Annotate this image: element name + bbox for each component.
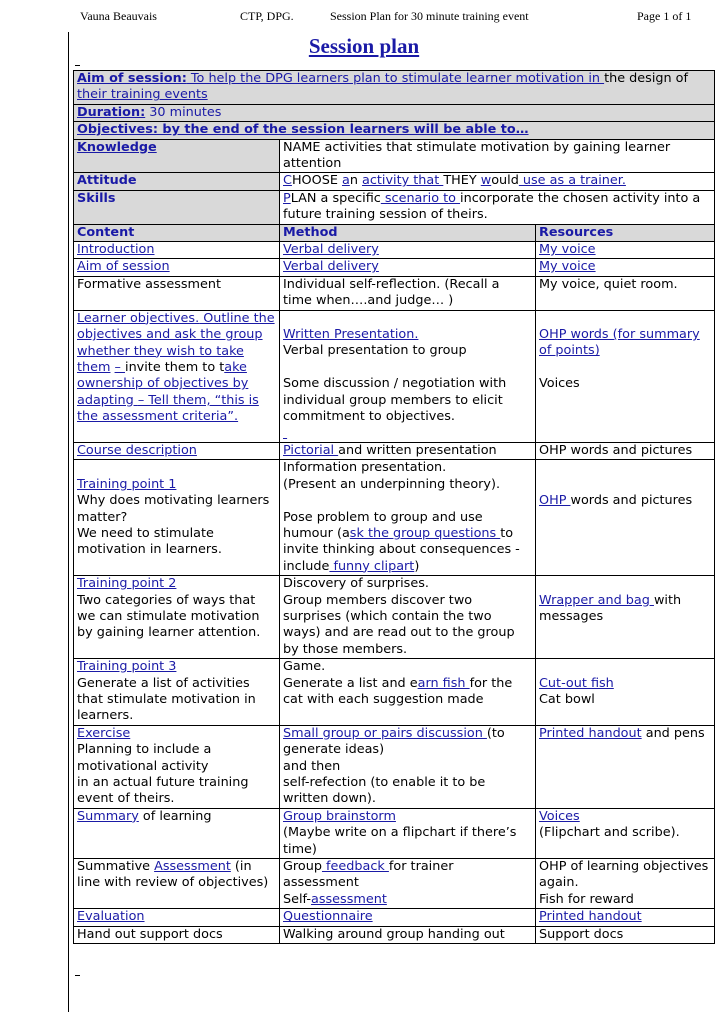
table-row (74, 259, 715, 276)
link-aim-of-session[interactable]: Aim of session (77, 259, 170, 275)
link-training-point-1[interactable]: Training point 1 (77, 476, 177, 492)
aim-text-a: To help the DPG learners plan to stimulate learner motivation in (186, 71, 605, 86)
exercise-method: Small group or pairs discussion (to generate ideas) and then self-refection (to enable it to be written down). (280, 725, 536, 808)
link-small-group-discussion[interactable]: Small group or pairs discussion (283, 725, 487, 741)
training-point-2-content: Training point 2 Two categories of ways that we can stimulate motivation by gaining learner attention. (74, 576, 280, 659)
knowledge-row (74, 139, 715, 173)
handout-resources: Support docs (536, 926, 715, 943)
summary-resources: Voices (Flipchart and scribe). (536, 808, 715, 858)
page-title: Session plan (308, 34, 420, 58)
table-row (74, 276, 715, 310)
objectives-label: Objectives: by the end of the session learners will be able to… (77, 122, 529, 138)
link-ohp-words[interactable]: OHP words (for summary of points) (539, 327, 700, 359)
link-my-voice[interactable]: My voice (539, 242, 596, 258)
column-header-resources: Resources (539, 224, 614, 240)
table-row (74, 659, 715, 726)
duration-value: 30 minutes (145, 104, 222, 120)
column-header-content: Content (77, 224, 135, 240)
attitude-label: Attitude (77, 173, 137, 189)
attitude-row (74, 173, 715, 190)
summary-method: Group brainstorm (Maybe write on a flipchart if there’s time) (280, 808, 536, 858)
training-point-3-resources: Cut-out fish Cat bowl (536, 659, 715, 726)
session-plan-table (73, 70, 715, 944)
table-row (74, 310, 715, 442)
course-resources: OHP words and pictures (536, 442, 715, 459)
table-row (74, 460, 715, 576)
summative-resources: OHP of learning objectives again. Fish for reward (536, 859, 715, 909)
training-point-1-method: Information presentation. (Present an underpinning theory). Pose problem to group and use humour (ask the group questions to invite thinking about consequences - include funny clipart) (280, 460, 536, 576)
table-row (74, 576, 715, 659)
attitude-text: CHOOSE an activity that THEY would use as a trainer. (280, 173, 715, 190)
duration-row (74, 104, 715, 121)
margin-line (68, 32, 69, 1012)
formative-content: Formative assessment (74, 276, 280, 310)
link-assessment[interactable]: Assessment (154, 859, 231, 875)
learner-objectives-resources: OHP words (for summary of points) Voices (536, 310, 715, 442)
aim-text-b: the design of (604, 71, 689, 86)
column-header-method: Method (283, 224, 338, 240)
table-row (74, 725, 715, 808)
training-point-1-resources: OHP words and pictures (536, 460, 715, 576)
exercise-content: Exercise Planning to include a motivational activity in an actual future training event of theirs. (74, 725, 280, 808)
link-voices[interactable]: Voices (539, 808, 580, 824)
link-my-voice[interactable]: My voice (539, 259, 596, 275)
aim-row (74, 71, 715, 105)
training-point-3-method: Game. Generate a list and earn fish for the cat with each suggestion made (280, 659, 536, 726)
link-printed-handout[interactable]: Printed handout (539, 909, 642, 925)
duration-label: Duration: (77, 104, 146, 120)
link-ask-questions[interactable]: sk the group questions (349, 525, 501, 541)
link-introduction[interactable]: Introduction (77, 242, 155, 258)
aim-text-c: their training events (77, 87, 208, 103)
link-training-point-2[interactable]: Training point 2 (77, 576, 177, 592)
link-feedback[interactable]: feedback (321, 859, 389, 875)
header-page-number: Page 1 of 1 (637, 9, 692, 23)
link-exercise[interactable]: Exercise (77, 725, 131, 741)
summative-content: Summative Assessment (in line with review of objectives) (74, 859, 280, 909)
link-ohp[interactable]: OHP (539, 493, 571, 509)
skills-label: Skills (77, 190, 116, 206)
page-header (0, 9, 728, 25)
aim-cell (74, 71, 715, 105)
table-row (74, 808, 715, 858)
link-self-assessment[interactable]: assessment (310, 891, 387, 907)
header-doc-title: Session Plan for 30 minute training event (330, 9, 529, 23)
training-point-2-method: Discovery of surprises. Group members discover two surprises (which contain the two ways) and are read out to the group by those members. (280, 576, 536, 659)
learner-objectives-method: Written Presentation. Verbal presentation to group Some discussion / negotiation with individual group members to elicit commitment to objectives. (280, 310, 536, 442)
handout-method: Walking around group handing out (280, 926, 536, 943)
knowledge-label: Knowledge (77, 139, 157, 155)
link-training-point-3[interactable]: Training point 3 (77, 659, 177, 675)
skills-text: PLAN a specific scenario to incorporate the chosen activity into a future training session of theirs. (280, 190, 715, 224)
table-row: Course description Pictorial and written presentation OHP words and pictures (74, 442, 715, 459)
link-printed-handout[interactable]: Printed handout (539, 725, 642, 741)
link-verbal-delivery[interactable]: Verbal delivery (283, 242, 379, 258)
formative-resources: My voice, quiet room. (536, 276, 715, 310)
skills-row (74, 190, 715, 224)
link-pictorial[interactable]: Pictorial (283, 442, 339, 458)
aim-label: Aim of session: (77, 71, 187, 86)
summative-method: Group feedback for trainer assessment Self-assessment (280, 859, 536, 909)
link-verbal-delivery[interactable]: Verbal delivery (283, 259, 379, 275)
link-group-brainstorm[interactable]: Group brainstorm (283, 808, 396, 824)
link-evaluation[interactable]: Evaluation (77, 909, 145, 925)
table-row (74, 859, 715, 909)
link-course-description[interactable]: Course description (77, 442, 197, 458)
column-header-row (74, 224, 715, 241)
header-org: CTP, DPG. (240, 9, 294, 23)
summary-content: Summary of learning (74, 808, 280, 858)
header-author: Vauna Beauvais (80, 9, 157, 23)
training-point-3-content: Training point 3 Generate a list of activities that stimulate motivation in learners. (74, 659, 280, 726)
table-row (74, 926, 715, 943)
training-point-1-content: Training point 1 Why does motivating learners matter? We need to stimulate motivation in learners. (74, 460, 280, 576)
link-funny-clipart[interactable]: funny clipart (329, 558, 415, 574)
formative-method: Individual self-reflection. (Recall a time when….and judge… ) (280, 276, 536, 310)
training-point-2-resources: Wrapper and bag with messages (536, 576, 715, 659)
table-row (74, 242, 715, 259)
handout-content: Hand out support docs (74, 926, 280, 943)
link-learner-objectives[interactable]: Learner objectives. (77, 310, 200, 326)
paragraph-marker (75, 975, 80, 976)
link-written-presentation[interactable]: Written Presentation. (283, 327, 419, 343)
link-cut-out-fish[interactable]: Cut-out fish (539, 675, 614, 691)
knowledge-text: NAME activities that stimulate motivation by gaining learner attention (280, 139, 715, 173)
exercise-resources: Printed handout and pens (536, 725, 715, 808)
link-earn-fish[interactable]: arn fish (417, 675, 470, 691)
link-summary[interactable]: Summary (77, 808, 139, 824)
objectives-row (74, 122, 715, 139)
link-wrapper-and-bag[interactable]: Wrapper and bag (539, 592, 654, 608)
link-questionnaire[interactable]: Questionnaire (283, 909, 373, 925)
paragraph-marker (75, 65, 80, 66)
learner-objectives-content: Learner objectives. Outline the objectives and ask the group whether they wish to take them – invite them to take ownership of objectives by adapting – Tell them, “this is the assessment criteria”. (74, 310, 280, 442)
table-row (74, 909, 715, 926)
